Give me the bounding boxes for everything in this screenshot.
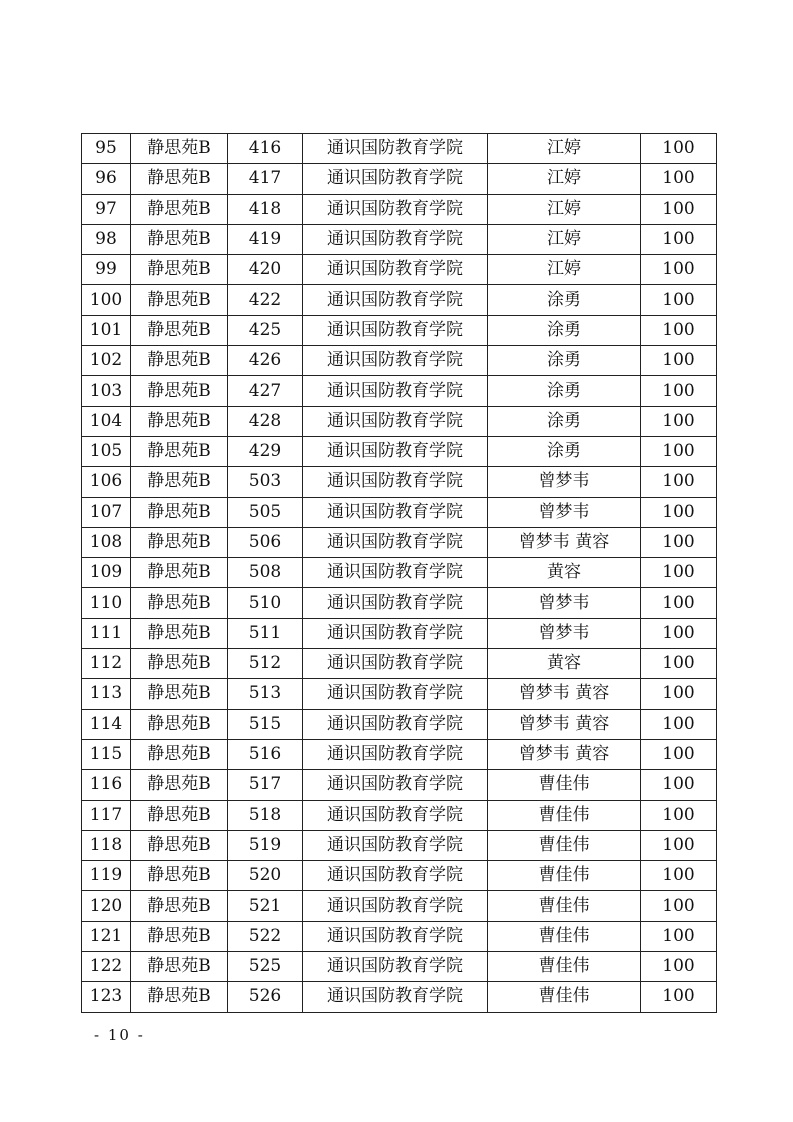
cell-college: 通识国防教育学院: [303, 497, 488, 527]
cell-college: 通识国防教育学院: [303, 770, 488, 800]
cell-staff: 曹佳伟: [488, 921, 641, 951]
cell-staff: 曾梦韦: [488, 467, 641, 497]
cell-number: 100: [82, 285, 131, 315]
table-row: [82, 255, 717, 285]
cell-number: 116: [82, 770, 131, 800]
cell-college: 通识国防教育学院: [303, 527, 488, 557]
table-row: [82, 527, 717, 557]
cell-score: 100: [641, 346, 717, 376]
cell-number: 108: [82, 527, 131, 557]
table-row: [82, 861, 717, 891]
table-row: [82, 588, 717, 618]
cell-score: 100: [641, 800, 717, 830]
cell-building: 静思苑B: [131, 588, 228, 618]
cell-building: 静思苑B: [131, 921, 228, 951]
cell-college: 通识国防教育学院: [303, 406, 488, 436]
cell-score: 100: [641, 861, 717, 891]
cell-college: 通识国防教育学院: [303, 830, 488, 860]
cell-staff: 涂勇: [488, 285, 641, 315]
table-row: [82, 285, 717, 315]
cell-building: 静思苑B: [131, 527, 228, 557]
table-row: [82, 770, 717, 800]
cell-room: 516: [228, 739, 303, 769]
cell-number: 96: [82, 164, 131, 194]
cell-number: 121: [82, 921, 131, 951]
cell-college: 通识国防教育学院: [303, 376, 488, 406]
cell-college: 通识国防教育学院: [303, 255, 488, 285]
cell-building: 静思苑B: [131, 952, 228, 982]
cell-number: 98: [82, 224, 131, 254]
cell-staff: 江婷: [488, 164, 641, 194]
cell-staff: 曾梦韦 黄容: [488, 527, 641, 557]
cell-room: 419: [228, 224, 303, 254]
cell-college: 通识国防教育学院: [303, 467, 488, 497]
cell-staff: 曹佳伟: [488, 982, 641, 1012]
cell-staff: 曹佳伟: [488, 830, 641, 860]
cell-score: 100: [641, 709, 717, 739]
cell-building: 静思苑B: [131, 830, 228, 860]
cell-score: 100: [641, 982, 717, 1012]
cell-score: 100: [641, 770, 717, 800]
cell-number: 99: [82, 255, 131, 285]
cell-number: 111: [82, 618, 131, 648]
table-row: [82, 649, 717, 679]
cell-score: 100: [641, 891, 717, 921]
cell-college: 通识国防教育学院: [303, 134, 488, 164]
cell-building: 静思苑B: [131, 679, 228, 709]
cell-number: 110: [82, 588, 131, 618]
cell-room: 429: [228, 436, 303, 466]
cell-building: 静思苑B: [131, 618, 228, 648]
cell-score: 100: [641, 830, 717, 860]
cell-number: 105: [82, 436, 131, 466]
cell-building: 静思苑B: [131, 315, 228, 345]
table-row: [82, 315, 717, 345]
table-row: [82, 497, 717, 527]
cell-score: 100: [641, 497, 717, 527]
cell-score: 100: [641, 436, 717, 466]
cell-college: 通识国防教育学院: [303, 194, 488, 224]
table-row: [82, 406, 717, 436]
cell-room: 505: [228, 497, 303, 527]
cell-room: 428: [228, 406, 303, 436]
cell-building: 静思苑B: [131, 255, 228, 285]
table-row: [82, 709, 717, 739]
cell-room: 515: [228, 709, 303, 739]
cell-room: 425: [228, 315, 303, 345]
cell-room: 506: [228, 527, 303, 557]
cell-number: 106: [82, 467, 131, 497]
cell-room: 510: [228, 588, 303, 618]
cell-number: 120: [82, 891, 131, 921]
cell-score: 100: [641, 134, 717, 164]
table-row: [82, 952, 717, 982]
cell-staff: 曹佳伟: [488, 800, 641, 830]
cell-building: 静思苑B: [131, 709, 228, 739]
cell-college: 通识国防教育学院: [303, 952, 488, 982]
cell-score: 100: [641, 739, 717, 769]
cell-score: 100: [641, 406, 717, 436]
cell-score: 100: [641, 164, 717, 194]
cell-staff: 曾梦韦: [488, 497, 641, 527]
cell-building: 静思苑B: [131, 467, 228, 497]
table-row: [82, 134, 717, 164]
cell-staff: 涂勇: [488, 436, 641, 466]
cell-score: 100: [641, 649, 717, 679]
cell-staff: 涂勇: [488, 376, 641, 406]
cell-staff: 江婷: [488, 194, 641, 224]
cell-number: 118: [82, 830, 131, 860]
dormitory-score-table: [81, 133, 717, 1013]
cell-staff: 涂勇: [488, 315, 641, 345]
cell-college: 通识国防教育学院: [303, 285, 488, 315]
cell-score: 100: [641, 224, 717, 254]
cell-college: 通识国防教育学院: [303, 346, 488, 376]
cell-college: 通识国防教育学院: [303, 618, 488, 648]
cell-room: 420: [228, 255, 303, 285]
cell-building: 静思苑B: [131, 649, 228, 679]
cell-room: 508: [228, 558, 303, 588]
cell-number: 115: [82, 739, 131, 769]
cell-college: 通识国防教育学院: [303, 679, 488, 709]
table-row: [82, 467, 717, 497]
cell-staff: 江婷: [488, 224, 641, 254]
cell-building: 静思苑B: [131, 861, 228, 891]
cell-building: 静思苑B: [131, 891, 228, 921]
cell-score: 100: [641, 285, 717, 315]
cell-building: 静思苑B: [131, 285, 228, 315]
cell-number: 117: [82, 800, 131, 830]
cell-number: 122: [82, 952, 131, 982]
cell-staff: 黄容: [488, 558, 641, 588]
cell-number: 103: [82, 376, 131, 406]
cell-score: 100: [641, 467, 717, 497]
table-row: [82, 558, 717, 588]
cell-college: 通识国防教育学院: [303, 800, 488, 830]
cell-room: 520: [228, 861, 303, 891]
cell-building: 静思苑B: [131, 346, 228, 376]
cell-college: 通识国防教育学院: [303, 588, 488, 618]
cell-number: 97: [82, 194, 131, 224]
table-row: [82, 800, 717, 830]
table-row: [82, 618, 717, 648]
cell-staff: 曾梦韦: [488, 618, 641, 648]
cell-score: 100: [641, 194, 717, 224]
cell-room: 513: [228, 679, 303, 709]
cell-staff: 曹佳伟: [488, 861, 641, 891]
cell-building: 静思苑B: [131, 134, 228, 164]
cell-building: 静思苑B: [131, 497, 228, 527]
cell-room: 522: [228, 921, 303, 951]
cell-college: 通识国防教育学院: [303, 861, 488, 891]
table-row: [82, 436, 717, 466]
cell-score: 100: [641, 921, 717, 951]
cell-building: 静思苑B: [131, 558, 228, 588]
cell-score: 100: [641, 315, 717, 345]
cell-college: 通识国防教育学院: [303, 558, 488, 588]
cell-room: 511: [228, 618, 303, 648]
cell-building: 静思苑B: [131, 376, 228, 406]
cell-college: 通识国防教育学院: [303, 164, 488, 194]
cell-building: 静思苑B: [131, 406, 228, 436]
cell-number: 107: [82, 497, 131, 527]
cell-number: 119: [82, 861, 131, 891]
cell-room: 521: [228, 891, 303, 921]
cell-building: 静思苑B: [131, 224, 228, 254]
cell-staff: 江婷: [488, 255, 641, 285]
cell-score: 100: [641, 588, 717, 618]
cell-room: 427: [228, 376, 303, 406]
cell-staff: 黄容: [488, 649, 641, 679]
cell-staff: 曾梦韦 黄容: [488, 739, 641, 769]
cell-score: 100: [641, 255, 717, 285]
cell-score: 100: [641, 952, 717, 982]
table-row: [82, 891, 717, 921]
cell-building: 静思苑B: [131, 800, 228, 830]
cell-number: 102: [82, 346, 131, 376]
table-row: [82, 164, 717, 194]
table-row: [82, 346, 717, 376]
table-row: [82, 921, 717, 951]
cell-room: 525: [228, 952, 303, 982]
cell-building: 静思苑B: [131, 194, 228, 224]
cell-staff: 曾梦韦: [488, 588, 641, 618]
cell-college: 通识国防教育学院: [303, 436, 488, 466]
cell-number: 114: [82, 709, 131, 739]
table-row: [82, 739, 717, 769]
cell-room: 417: [228, 164, 303, 194]
cell-room: 512: [228, 649, 303, 679]
table-row: [82, 830, 717, 860]
cell-score: 100: [641, 558, 717, 588]
table-row: [82, 679, 717, 709]
cell-staff: 涂勇: [488, 406, 641, 436]
cell-number: 104: [82, 406, 131, 436]
cell-staff: 曹佳伟: [488, 891, 641, 921]
cell-number: 109: [82, 558, 131, 588]
cell-room: 517: [228, 770, 303, 800]
cell-staff: 曹佳伟: [488, 770, 641, 800]
cell-college: 通识国防教育学院: [303, 224, 488, 254]
cell-room: 518: [228, 800, 303, 830]
cell-room: 422: [228, 285, 303, 315]
cell-building: 静思苑B: [131, 164, 228, 194]
cell-college: 通识国防教育学院: [303, 739, 488, 769]
cell-number: 101: [82, 315, 131, 345]
table-row: [82, 224, 717, 254]
cell-number: 95: [82, 134, 131, 164]
cell-staff: 涂勇: [488, 346, 641, 376]
cell-number: 123: [82, 982, 131, 1012]
cell-room: 416: [228, 134, 303, 164]
cell-room: 526: [228, 982, 303, 1012]
cell-college: 通识国防教育学院: [303, 315, 488, 345]
cell-staff: 曹佳伟: [488, 952, 641, 982]
table-row: [82, 982, 717, 1012]
cell-building: 静思苑B: [131, 739, 228, 769]
cell-score: 100: [641, 376, 717, 406]
cell-number: 113: [82, 679, 131, 709]
cell-room: 418: [228, 194, 303, 224]
cell-college: 通识国防教育学院: [303, 649, 488, 679]
cell-college: 通识国防教育学院: [303, 921, 488, 951]
cell-staff: 曾梦韦 黄容: [488, 709, 641, 739]
table-row: [82, 194, 717, 224]
cell-building: 静思苑B: [131, 436, 228, 466]
cell-room: 503: [228, 467, 303, 497]
cell-building: 静思苑B: [131, 982, 228, 1012]
cell-score: 100: [641, 679, 717, 709]
cell-staff: 江婷: [488, 134, 641, 164]
cell-college: 通识国防教育学院: [303, 982, 488, 1012]
cell-staff: 曾梦韦 黄容: [488, 679, 641, 709]
table-body: [82, 134, 717, 1013]
cell-score: 100: [641, 618, 717, 648]
cell-college: 通识国防教育学院: [303, 891, 488, 921]
table-row: [82, 376, 717, 406]
cell-score: 100: [641, 527, 717, 557]
cell-number: 112: [82, 649, 131, 679]
page-number: - 10 -: [94, 1026, 145, 1044]
cell-room: 519: [228, 830, 303, 860]
cell-college: 通识国防教育学院: [303, 709, 488, 739]
cell-building: 静思苑B: [131, 770, 228, 800]
cell-room: 426: [228, 346, 303, 376]
